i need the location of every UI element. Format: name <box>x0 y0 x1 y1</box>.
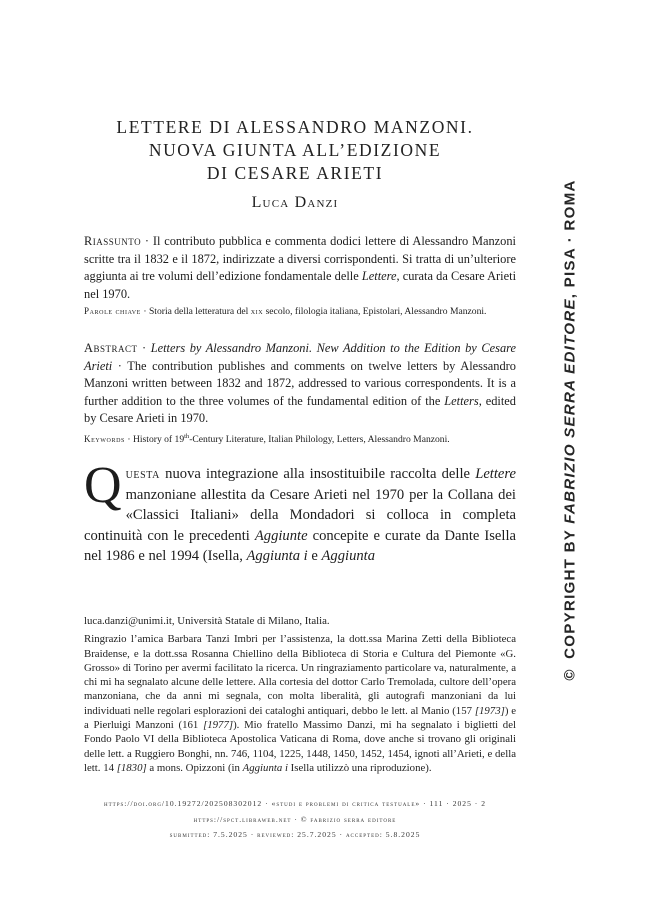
riassunto-paragraph: Riassunto · Il contributo pubblica e commenta dodici lettere di Alessandro Manzoni scritte tra il 1832 e il 1872, indirizzate a diversi corrispondenti. Si tratta di un’ulteriore aggiunta ai tre volumi dell’edizione fondamentale delle Lettere, curata da Cesare Arieti nel 1970. <box>84 234 517 301</box>
parole-chiave-paragraph: Parole chiave · Storia della letteratura del xix secolo, filologia italiana, Epistolari, Alessandro Manzoni. <box>84 306 487 318</box>
italian-abstract-block <box>84 233 516 319</box>
keywords-paragraph: Keywords · History of 19th-Century Literature, Italian Philology, Letters, Alessandro Manzoni. <box>84 432 450 446</box>
abstract-label: Abstract <box>84 341 138 355</box>
imprint-dates-line: submitted: 7.5.2025 · reviewed: 25.7.2025 · accepted: 5.8.2025 <box>169 830 421 839</box>
keywords-label: Keywords <box>84 434 125 445</box>
author-affiliation: luca.danzi@unimi.it, Università Statale di Milano, Italia. <box>84 615 330 627</box>
imprint-doi-line: https://doi.org/10.19272/202508302012 · «studi e problemi di critica testuale» · 111 · 2025 · 2 <box>103 799 487 808</box>
body-paragraph: Questa nuova integrazione alla insostituibile raccolta delle Lettere manzoniane allestita da Cesare Arieti nel 1970 per la Collana dei «Classici Italiani» della Mondadori si colloca in completa continuità con le precedenti Aggiunte concepite e curate da Dante Isella nel 1986 e nel 1994 (Isella, Aggiunta i e Aggiunta <box>84 457 516 565</box>
copyright-icon: © <box>561 668 579 681</box>
title-line-1: LETTERE DI ALESSANDRO MANZONI. <box>116 117 474 137</box>
drop-cap: Q <box>84 457 122 514</box>
imprint-website-line: https://spct.libraweb.net · © fabrizio serra editore <box>193 815 397 824</box>
author-name: Luca Danzi <box>251 194 339 211</box>
riassunto-label: Riassunto <box>84 234 142 248</box>
english-abstract-block <box>84 340 516 446</box>
article-title <box>80 116 510 185</box>
title-line-2: NUOVA GIUNTA ALL’EDIZIONE <box>148 140 442 160</box>
copyright-watermark: © COPYRIGHT BY FABRIZIO SERRA EDITORE, PISA · ROMA <box>561 179 579 681</box>
footnote <box>84 614 516 775</box>
abstract-paragraph: Abstract · Letters by Alessandro Manzoni. New Addition to the Edition by Cesare Arieti · The contribution publishes and comments on twelve letters by Alessandro Manzoni written between 1832 and 1872, addressed to various correspondents. It is a further addition to the three volumes of the fundamental edition of the Letters, edited by Cesare Arieti in 1970. <box>84 341 516 426</box>
title-line-3: DI CESARE ARIETI <box>206 163 384 183</box>
parole-chiave-label: Parole chiave <box>84 306 141 317</box>
acknowledgements: Ringrazio l’amica Barbara Tanzi Imbri per l’assistenza, la dott.ssa Marina Zetti della Biblioteca Braidense, e la dott.ssa Rosanna Chiellino della Biblioteca di Storia e Cultura del Piemonte «G. Grosso» di Torino per avermi facilitato la ricerca. Un ringraziamento particolare va, naturalmente, a chi mi ha segnalato alcune delle lettere. Alla cortesia del dottor Carlo Tremolada, cultore dell’opera manzoniana, che da anni mi segnala, con molta liberalità, gli autografi manzoniani da lui individuati nelle regolari esplorazioni dei cataloghi antiquari, debbo le lett. al Manio (157 [1973]) e a Pierluigi Manzoni (161 [1977]). Mio fratello Massimo Danzi, mi ha segnalato i biglietti del Fondo Paolo VI della Biblioteca Apostolica Vaticana di Roma, dove anche si trovano gli originali delle lett. a Ruggiero Bonghi, nn. 746, 1104, 1225, 1448, 1450, 1452, 1454, ignoti all’Arieti, e della lett. 14 [1830] a mons. Opizzoni (in Aggiunta i Isella utilizzò una riproduzione). <box>84 633 517 774</box>
